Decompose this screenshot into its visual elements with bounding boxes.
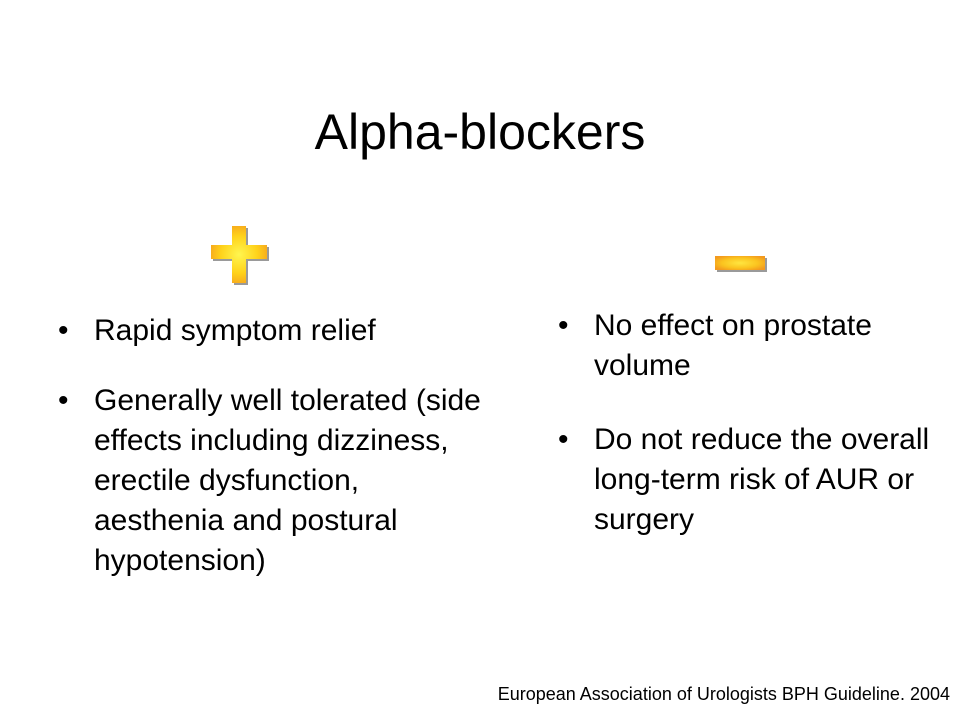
list-item (558, 420, 938, 540)
list-item (58, 311, 488, 351)
cons-item-text: Do not reduce the overall long-term risk of AUR or surgery (594, 423, 930, 536)
bullet: • (558, 309, 569, 342)
cons-list (558, 306, 938, 540)
bullet: • (58, 384, 69, 417)
list-item (58, 381, 488, 581)
plus-icon (207, 223, 269, 285)
slide-title: Alpha-blockers (314, 103, 646, 160)
pros-list (58, 311, 488, 581)
pros-item-text: Generally well tolerated (side effects including dizziness, erectile dysfunction, aesthenia and postural hypotension) (94, 384, 481, 577)
bullet: • (558, 423, 569, 456)
bullet: • (58, 314, 69, 347)
cons-column (558, 306, 938, 566)
cons-item-text: No effect on prostate volume (594, 309, 872, 382)
pros-column (58, 311, 488, 607)
minus-icon (714, 254, 768, 274)
pros-item-text: Rapid symptom relief (94, 314, 376, 347)
list-item (558, 306, 938, 386)
citation: European Association of Urologists BPH Guideline. 2004 (497, 684, 950, 704)
